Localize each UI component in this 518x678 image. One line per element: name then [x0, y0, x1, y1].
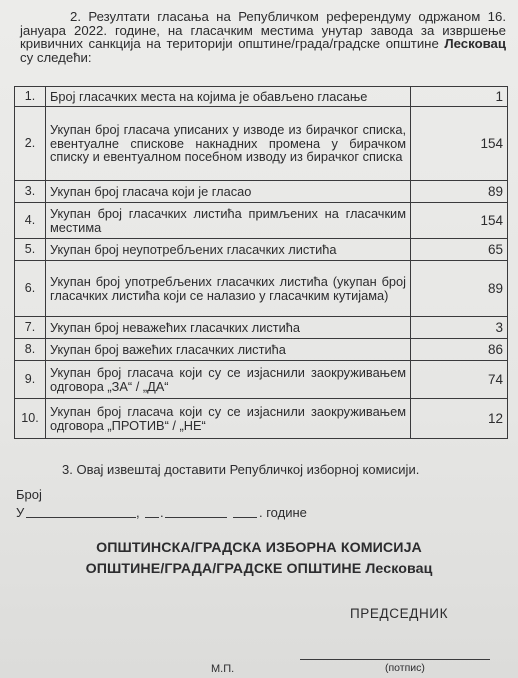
- stamp-label: М.П.: [211, 663, 235, 675]
- table-row: [15, 399, 508, 439]
- row-label: Укупан број важећих гласачких листића: [46, 339, 411, 361]
- row-number: 9.: [15, 361, 46, 399]
- row-number: 6.: [15, 261, 46, 317]
- date-separator: .: [160, 505, 164, 520]
- row-label: Укупан број гласача који је гласао: [46, 181, 411, 203]
- row-number: 8.: [15, 339, 46, 361]
- month-blank: [165, 517, 227, 518]
- commission-subtitle: ОПШТИНЕ/ГРАДА/ГРАДСКЕ ОПШТИНЕ Лесковац: [85, 561, 433, 577]
- table-row: [15, 87, 508, 107]
- date-suffix: . године: [259, 505, 307, 520]
- results-table: [14, 86, 508, 439]
- commission-title: ОПШТИНСКА/ГРАДСКА ИЗБОРНА КОМИСИЈА: [96, 540, 422, 556]
- table-row: [15, 261, 508, 317]
- item-3-instruction: 3. Овај извештај доставити Републичкој изборној комисији.: [62, 462, 420, 477]
- row-label: Број гласачких места на којима је обављено гласање: [46, 87, 411, 107]
- year-blank: [233, 517, 257, 518]
- day-blank: [145, 517, 159, 518]
- signature-caption: (потпис): [385, 662, 425, 674]
- row-number: 2.: [15, 107, 46, 181]
- row-number: 4.: [15, 203, 46, 239]
- table-row: [15, 107, 508, 181]
- row-label: Укупан број неважећих гласачких листића: [46, 317, 411, 339]
- date-separator: ,: [136, 505, 140, 520]
- row-number: 7.: [15, 317, 46, 339]
- municipality-name: Лесковац: [444, 36, 506, 52]
- broj-label: Број: [16, 487, 42, 502]
- row-value: 154: [411, 203, 508, 239]
- row-label: Укупан број употребљених гласачких листића (укупан број гласачких листића који се налазио у гласачким кутијама): [46, 261, 411, 317]
- row-label: Укупан број гласача који су се изјаснили заокруживањем одговора „ПРОТИВ“ / „НЕ“: [46, 399, 411, 439]
- table-row: [15, 239, 508, 261]
- row-value: 154: [411, 107, 508, 181]
- table-row: [15, 317, 508, 339]
- row-number: 5.: [15, 239, 46, 261]
- row-label: Укупан број гласача уписаних у изводе из бирачког списка, евентуалне списковe накнадних промена у бирачком списку и евентуалном посебном изводу из бирачког списка: [46, 107, 411, 181]
- intro-paragraph: [20, 10, 506, 64]
- row-number: 1.: [15, 87, 46, 107]
- table-row: [15, 203, 508, 239]
- row-value: 3: [411, 317, 508, 339]
- row-label: Укупан број неупотребљених гласачких листића: [46, 239, 411, 261]
- row-value: 65: [411, 239, 508, 261]
- u-label: У: [16, 505, 25, 520]
- president-label: ПРЕДСЕДНИК: [350, 606, 449, 621]
- row-value: 86: [411, 339, 508, 361]
- row-value: 1: [411, 87, 508, 107]
- row-label: Укупан број гласача који су се изјаснили заокруживањем одговора „ЗА“ / „ДА“: [46, 361, 411, 399]
- place-blank: [26, 517, 136, 518]
- row-value: 89: [411, 261, 508, 317]
- row-value: 74: [411, 361, 508, 399]
- table-row: [15, 181, 508, 203]
- row-value: 89: [411, 181, 508, 203]
- intro-text: 2. Резултати гласања на Републичком референдуму одржаном 16. јануара 2022. године, на гласачким местима унутар завода за извршење кривичних санкција на територији општине/града/градске општине: [20, 9, 506, 52]
- signature-line: [300, 659, 490, 660]
- table-row: [15, 339, 508, 361]
- row-number: 3.: [15, 181, 46, 203]
- row-value: 12: [411, 399, 508, 439]
- table-row: [15, 361, 508, 399]
- row-number: 10.: [15, 399, 46, 439]
- intro-text-end: су следећи:: [20, 49, 92, 65]
- row-label: Укупан број гласачких листића примљених на гласачким местима: [46, 203, 411, 239]
